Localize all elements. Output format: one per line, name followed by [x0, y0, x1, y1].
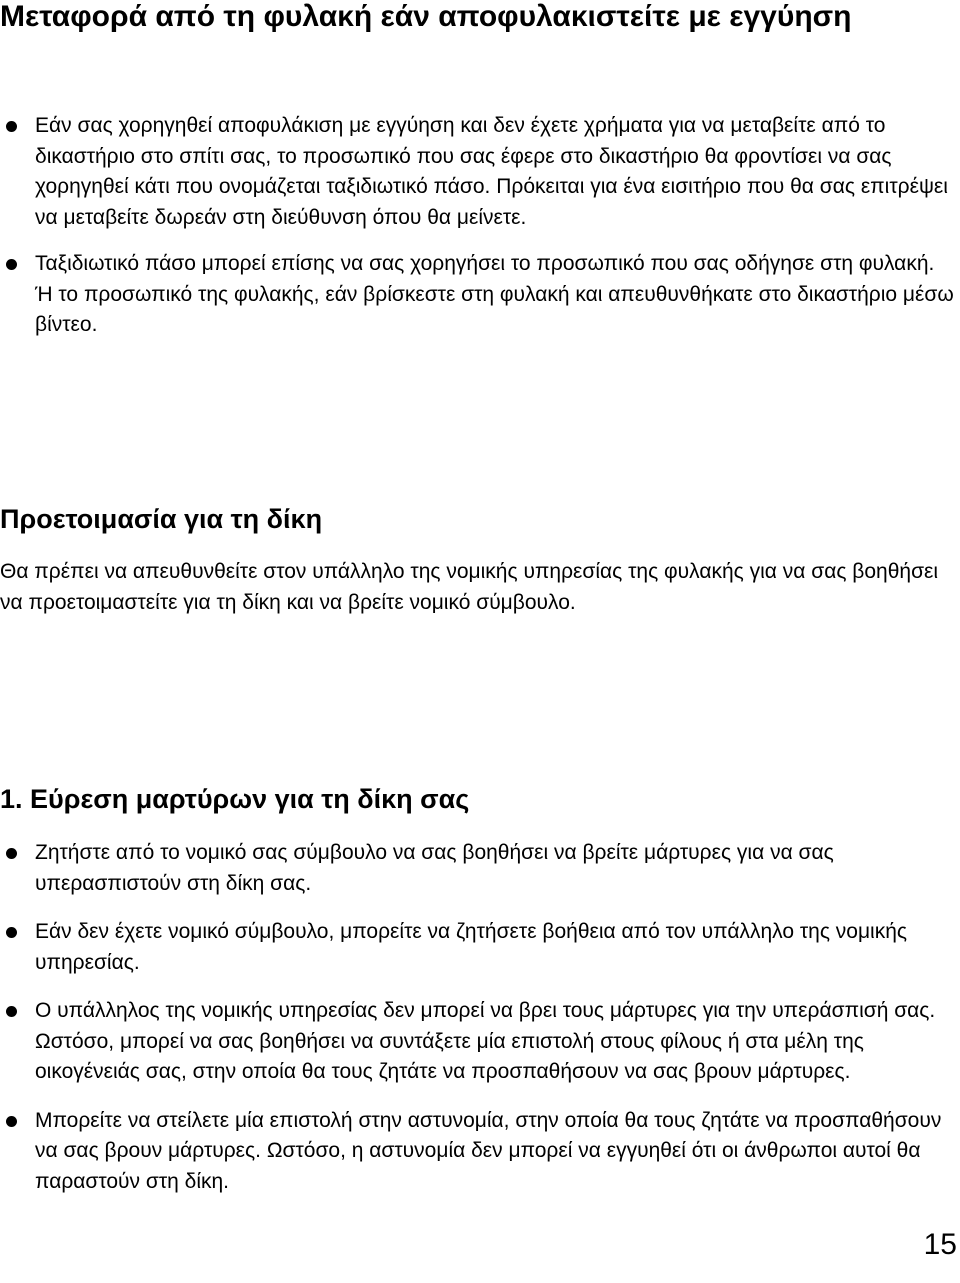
bullet-item — [0, 838, 955, 899]
bullet-text: Εάν σας χορηγηθεί αποφυλάκιση με εγγύηση και δεν έχετε χρήματα για να μεταβείτε από το δικαστήριο στο σπίτι σας, το προσωπικό που σας έφερε στο δικαστήριο θα φροντίσει να σας χορηγηθεί κάτι που ονομάζεται ταξιδιωτικό πάσο. Πρόκειται για ένα εισιτήριο που θα σας επιτρέψει να μεταβείτε δωρεάν στη διεύθυνση όπου θα μείνετε. — [35, 114, 948, 229]
section-title-witnesses: 1. Εύρεση μαρτύρων για τη δίκη σας — [0, 784, 470, 814]
bullet-icon — [6, 848, 17, 859]
bullet-icon — [6, 1116, 17, 1127]
bullet-item — [0, 1106, 955, 1198]
page-number: 15 — [923, 1228, 957, 1261]
bullet-item — [0, 111, 955, 233]
section-title-trial-prep: Προετοιμασία για τη δίκη — [0, 504, 323, 534]
witnesses-bullet-list — [0, 838, 960, 1197]
bullet-icon — [6, 927, 17, 938]
bullet-icon — [6, 259, 17, 270]
section-title-transport: Μεταφορά από τη φυλακή εάν αποφυλακιστείτε με εγγύηση — [0, 0, 852, 33]
trial-prep-paragraph: Θα πρέπει να απευθυνθείτε στον υπάλληλο της νομικής υπηρεσίας της φυλακής για να σας βοηθήσει να προετοιμαστείτε για τη δίκη και να βρείτε νομικό σύμβουλο. — [0, 560, 939, 614]
bullet-text: Ο υπάλληλος της νομικής υπηρεσίας δεν μπορεί να βρει τους μάρτυρες για την υπεράσπισή σας. Ωστόσο, μπορεί να σας βοηθήσει να συντάξετε μία επιστολή στους φίλους ή στα μέλη της οικογένειάς σας, στην οποία θα τους ζητάτε να προσπαθήσουν να σας βρουν μάρτυρες. — [35, 999, 936, 1083]
bullet-item — [0, 917, 955, 978]
bullet-icon — [6, 121, 17, 132]
bullet-item — [0, 249, 955, 341]
bullet-text: Μπορείτε να στείλετε μία επιστολή στην αστυνομία, στην οποία θα τους ζητάτε να προσπαθήσουν να σας βρουν μάρτυρες. Ωστόσο, η αστυνομία δεν μπορεί να εγγυηθεί ότι οι άνθρωποι αυτοί θα παραστούν στη δίκη. — [35, 1108, 942, 1193]
bullet-text: Ζητήστε από το νομικό σας σύμβουλο να σας βοηθήσει να βρείτε μάρτυρες για να σας υπερασπιστούν στη δίκη σας. — [35, 841, 834, 895]
transport-bullet-list — [0, 111, 960, 341]
bullet-text: Ταξιδιωτικό πάσο μπορεί επίσης να σας χορηγήσει το προσωπικό που σας οδήγησε στη φυλακή. Ή το προσωπικό της φυλακής, εάν βρίσκεστε στη φυλακή και απευθυνθήκατε στο δικαστήριο μέσω βίντεο. — [35, 252, 954, 336]
bullet-icon — [6, 1006, 17, 1017]
bullet-item — [0, 996, 955, 1088]
bullet-text: Εάν δεν έχετε νομικό σύμβουλο, μπορείτε να ζητήσετε βοήθεια από τον υπάλληλο της νομικής υπηρεσίας. — [35, 920, 908, 974]
